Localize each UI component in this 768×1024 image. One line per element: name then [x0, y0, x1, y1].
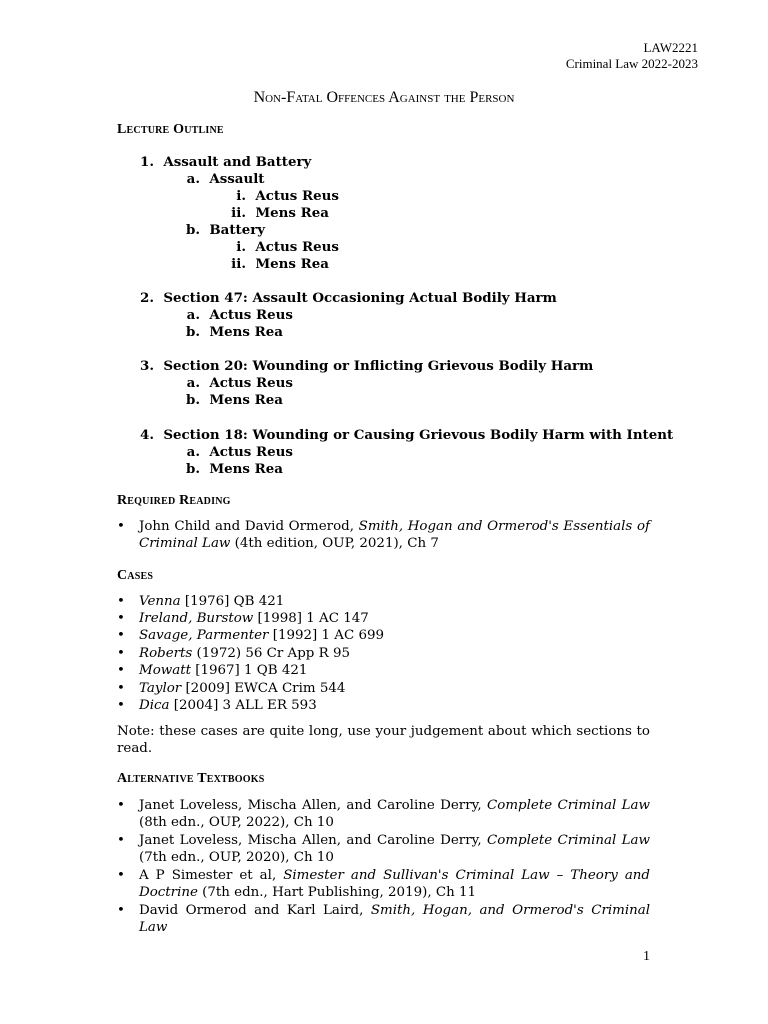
outline-item: ii. Mens Rea — [231, 256, 329, 272]
reading-list-item: • John Child and David Ormerod, Smith, Hogan and Ormerod's Essentials of Criminal Law (4th edition, OUP, 2021), Ch 7 — [117, 519, 650, 551]
lecture-outline-heading: Lecture Outline — [117, 122, 224, 137]
outline-item: 1. Assault and Battery — [140, 154, 312, 170]
bullet-icon: • — [117, 681, 125, 696]
outline-item: ii. Mens Rea — [231, 205, 329, 221]
bullet-icon: • — [117, 868, 125, 883]
bullet-icon: • — [117, 698, 125, 713]
outline-item: 4. Section 18: Wounding or Causing Grievous Bodily Harm with Intent — [140, 427, 674, 443]
case-list-item: • Roberts (1972) 56 Cr App R 95 — [117, 646, 350, 661]
case-list-item: • Taylor [2009] EWCA Crim 544 — [117, 681, 346, 696]
outline-item: a. Assault — [186, 171, 265, 187]
textbook-list-item: • Janet Loveless, Mischa Allen, and Caroline Derry, Complete Criminal Law (8th edn., OUP, 2022), Ch 10 — [117, 798, 650, 830]
cases-heading: Cases — [117, 568, 154, 583]
outline-item: 2. Section 47: Assault Occasioning Actual Bodily Harm — [140, 290, 557, 306]
case-list-item: • Mowatt [1967] 1 QB 421 — [117, 663, 308, 678]
course-code: LAW2221 — [643, 40, 698, 55]
outline-item: b. Battery — [185, 222, 266, 238]
outline-item: 3. Section 20: Wounding or Inflicting Grievous Bodily Harm — [140, 358, 594, 374]
case-list-item: • Savage, Parmenter [1992] 1 AC 699 — [117, 628, 385, 643]
bullet-icon: • — [117, 519, 125, 534]
bullet-icon: • — [117, 663, 125, 678]
textbook-list-item: • Janet Loveless, Mischa Allen, and Caroline Derry, Complete Criminal Law (7th edn., OUP, 2020), Ch 10 — [117, 833, 650, 865]
bullet-icon: • — [117, 798, 125, 813]
outline-item: b. Mens Rea — [185, 392, 283, 408]
outline-item: a. Actus Reus — [186, 444, 293, 460]
bullet-icon: • — [117, 628, 125, 643]
case-list-item: • Venna [1976] QB 421 — [117, 594, 285, 609]
page-number: 1 — [643, 949, 650, 964]
case-list-item: • Dica [2004] 3 ALL ER 593 — [117, 698, 317, 713]
running-header — [566, 40, 698, 72]
outline-item: a. Actus Reus — [186, 375, 293, 391]
outline-item: a. Actus Reus — [186, 307, 293, 323]
textbook-list-item: • A P Simester et al, Simester and Sullivan's Criminal Law – Theory and Doctrine (7th edn., Hart Publishing, 2019), Ch 11 — [117, 868, 651, 900]
cases-note: Note: these cases are quite long, use your judgement about which sections to read. — [117, 724, 650, 756]
outline-item: i. Actus Reus — [236, 188, 339, 204]
bullet-icon: • — [117, 611, 125, 626]
alternative-textbooks-heading: Alternative Textbooks — [117, 771, 265, 786]
document-title: Non-Fatal Offences Against the Person — [253, 89, 515, 106]
course-title: Criminal Law 2022-2023 — [565, 56, 698, 71]
outline-item: i. Actus Reus — [236, 239, 339, 255]
bullet-icon: • — [117, 903, 125, 918]
case-list-item: • Ireland, Burstow [1998] 1 AC 147 — [117, 611, 369, 626]
outline-item: b. Mens Rea — [185, 461, 283, 477]
bullet-icon: • — [117, 646, 125, 661]
outline-item: b. Mens Rea — [185, 324, 283, 340]
bullet-icon: • — [117, 594, 125, 609]
required-reading-heading: Required Reading — [117, 493, 231, 508]
textbook-list-item: • David Ormerod and Karl Laird, Smith, Hogan, and Ormerod's Criminal Law — [117, 903, 650, 935]
bullet-icon: • — [117, 833, 125, 848]
